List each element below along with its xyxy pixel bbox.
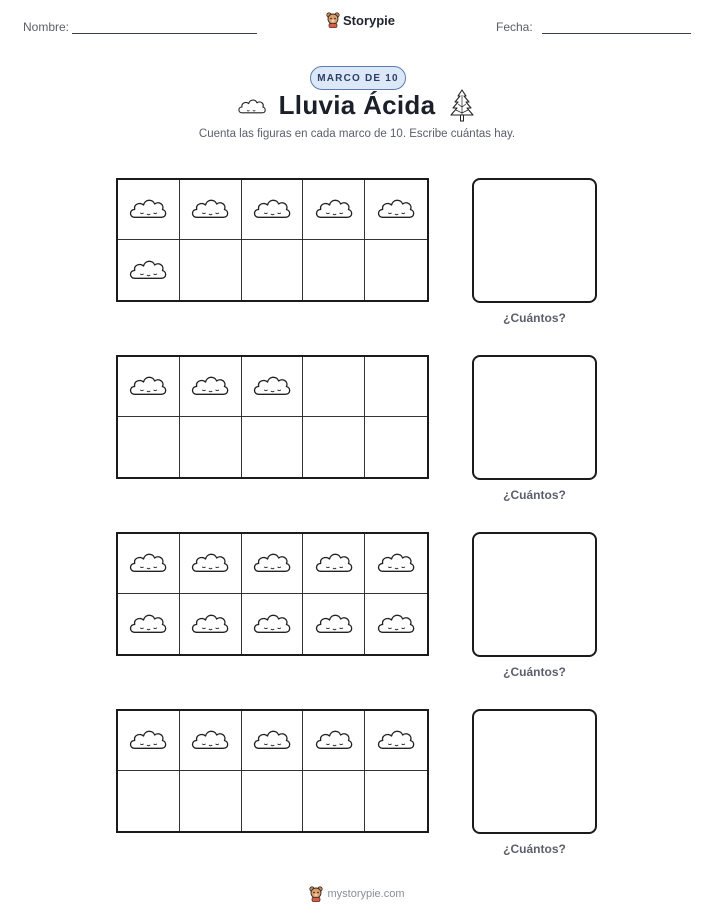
date-label: Fecha: [496,20,533,34]
frame-cell [118,711,180,771]
cloud-icon [252,196,292,223]
cloud-icon [190,550,230,577]
frame-cell [365,357,427,417]
frame-cell [365,594,427,654]
frame-cell [118,240,180,300]
cloud-icon [376,550,416,577]
worksheet-type-badge: MARCO DE 10 [310,66,406,90]
frame-cell [242,357,304,417]
cloud-icon [190,611,230,638]
frame-cell [242,240,304,300]
cloud-icon [376,611,416,638]
cloud-icon [252,373,292,400]
name-line[interactable] [72,33,257,34]
frame-cell [242,534,304,594]
frame-cell [365,771,427,831]
frame-cell [180,711,242,771]
ten-frame [116,709,429,833]
answer-prompt: ¿Cuántos? [503,842,566,856]
cloud-icon [314,611,354,638]
storypie-logo [326,12,395,28]
cloud-icon [252,550,292,577]
footer-site: mystorypie.com [327,888,405,900]
frame-cell [303,711,365,771]
frame-cell [365,180,427,240]
frame-cell [180,534,242,594]
cloud-icon [376,196,416,223]
frame-cell [365,711,427,771]
bear-mascot-icon [326,12,340,28]
cloud-icon [376,727,416,754]
answer-box[interactable] [472,355,597,480]
frame-cell [365,534,427,594]
cloud-icon [128,257,168,284]
cloud-icon [314,550,354,577]
page-title: Lluvia Ácida [278,90,436,120]
cloud-icon [190,196,230,223]
date-line[interactable] [542,33,691,34]
ten-frame [116,532,429,656]
ten-frame [116,355,429,479]
frame-cell [118,771,180,831]
frame-cell [303,771,365,831]
frame-cell [303,417,365,477]
answer-box[interactable] [472,709,597,834]
cloud-icon [252,611,292,638]
cloud-icon [314,196,354,223]
frame-cell [180,240,242,300]
cloud-icon [252,727,292,754]
cloud-icon [128,196,168,223]
frame-cell [180,180,242,240]
footer [0,886,714,902]
frame-cell [242,771,304,831]
frame-cell [303,594,365,654]
frame-cell [242,180,304,240]
frame-cell [118,417,180,477]
frame-cell [118,357,180,417]
frame-cell [118,594,180,654]
cloud-icon [314,727,354,754]
name-label: Nombre: [23,20,70,34]
cloud-icon [190,727,230,754]
cloud-icon [128,373,168,400]
frame-cell [180,417,242,477]
answer-box[interactable] [472,532,597,657]
frame-cell [365,240,427,300]
answer-box[interactable] [472,178,597,303]
frame-cell [118,534,180,594]
frame-cell [242,711,304,771]
answer-prompt: ¿Cuántos? [503,311,566,325]
cloud-icon [128,727,168,754]
pine-tree-icon [449,89,475,123]
answer-prompt: ¿Cuántos? [503,488,566,502]
frame-cell [180,594,242,654]
ten-frame [116,178,429,302]
frame-cell [242,594,304,654]
frame-cell [365,417,427,477]
cloud-icon [190,373,230,400]
brand-name: Storypie [343,12,396,28]
cloud-icon [128,611,168,638]
bear-mascot-icon [309,886,323,902]
frame-cell [242,417,304,477]
cloud-icon [128,550,168,577]
frame-cell [118,180,180,240]
instructions: Cuenta las figuras en cada marco de 10. Escribe cuántas hay. [198,128,516,140]
frame-cell [180,357,242,417]
frame-cell [180,771,242,831]
answer-prompt: ¿Cuántos? [503,665,566,679]
frame-cell [303,357,365,417]
frame-cell [303,534,365,594]
frame-cell [303,240,365,300]
frame-cell [303,180,365,240]
